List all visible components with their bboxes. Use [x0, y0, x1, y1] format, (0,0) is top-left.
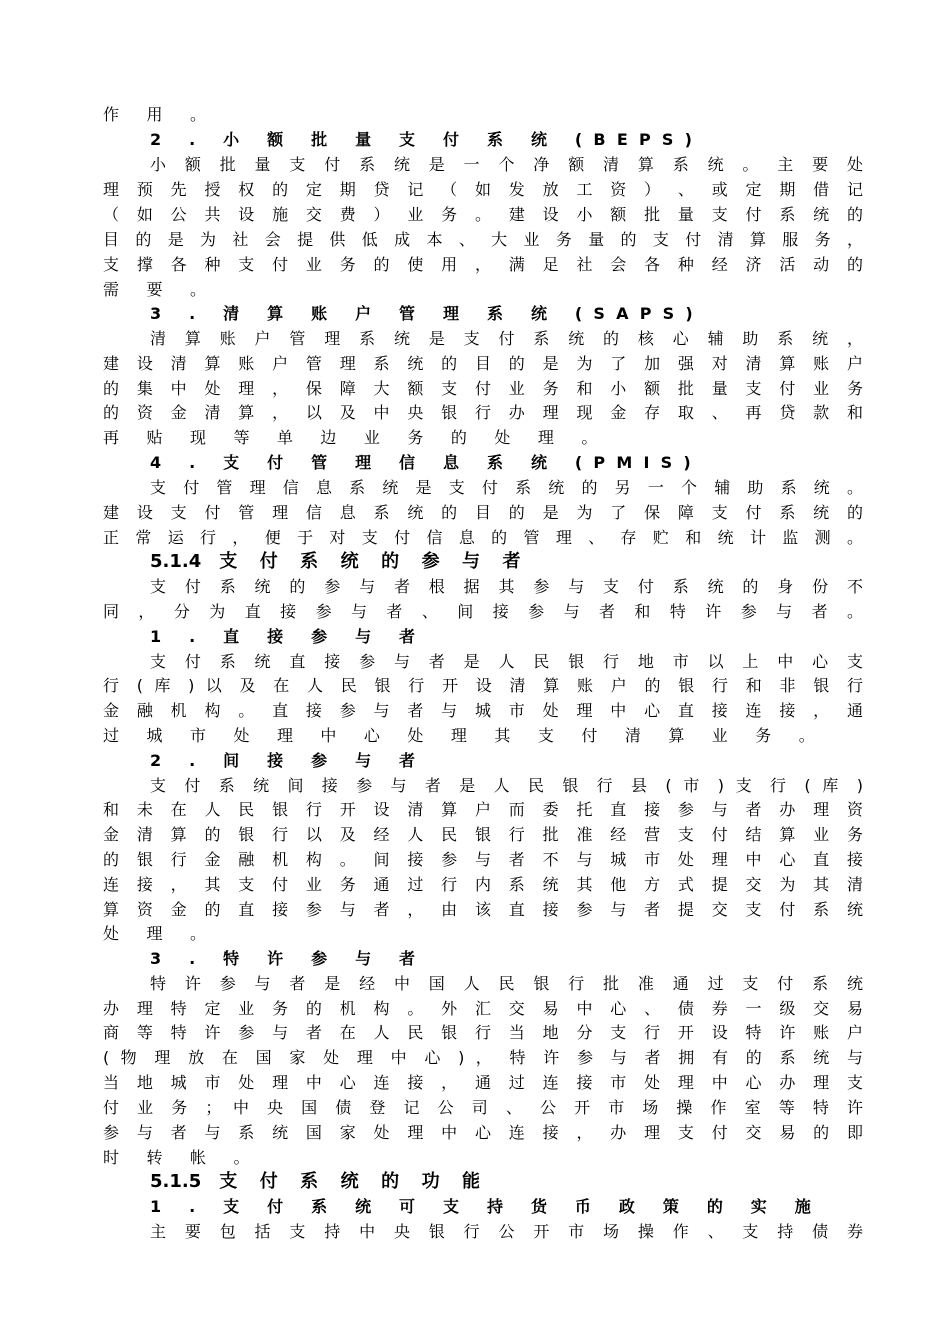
subsection-heading: 3 . 特 许 参 与 者 [150, 949, 427, 968]
subsection-heading: 2 . 间 接 参 与 者 [150, 751, 427, 770]
body-text-line: 目 的 是 为 社 会 提 供 低 成 本 、 大 业 务 量 的 支 付 清 算 服 务 ， [103, 230, 863, 249]
body-text-line: 主 要 包 括 支 持 中 央 银 行 公 开 市 场 操 作 、 支 持 债 券 [150, 1222, 863, 1241]
body-text-line: 时 转 帐 。 [103, 1148, 261, 1167]
body-text-line: 金 融 机 构 。 直 接 参 与 者 与 城 市 处 理 中 心 直 接 连 接 ， 通 [103, 701, 863, 720]
body-text-line: 算 资 金 的 直 接 参 与 者 ， 由 该 直 接 参 与 者 提 交 支 付 系 统 [103, 900, 863, 919]
body-text-line: 支 付 系 统 间 接 参 与 者 是 人 民 银 行 县 ( 市 ) 支 行 ( 库 ) [150, 776, 863, 795]
section-heading [150, 549, 863, 574]
subsection-heading: 3 . 清 算 账 户 管 理 系 统 (SAPS) [150, 304, 704, 323]
section-title: 支 付 系 统 的 参 与 者 [219, 551, 529, 572]
body-text-line: 处 理 。 [103, 924, 218, 943]
body-text-line: 支 付 管 理 信 息 系 统 是 支 付 系 统 的 另 一 个 辅 助 系 统 。 [150, 478, 863, 497]
section-number: 5.1.5 [150, 1171, 202, 1192]
body-text-line: 行 ( 库 ) 以 及 在 人 民 银 行 开 设 清 算 账 户 的 银 行 和 非 银 行 [103, 676, 863, 695]
body-text-line: 正 常 运 行 ， 便 于 对 支 付 信 息 的 管 理 、 存 贮 和 统 计 监 测 。 [103, 528, 863, 547]
body-text-line: 的 银 行 金 融 机 构 。 间 接 参 与 者 不 与 城 市 处 理 中 心 直 接 [103, 850, 863, 869]
body-text-line: 的 资 金 清 算 ， 以 及 中 央 银 行 办 理 现 金 存 取 、 再 贷 款 和 [103, 403, 863, 422]
body-text-line: 建 设 清 算 账 户 管 理 系 统 的 目 的 是 为 了 加 强 对 清 算 账 户 [103, 354, 863, 373]
body-text-line: 支 撑 各 种 支 付 业 务 的 使 用 ， 满 足 社 会 各 种 经 济 活 动 的 [103, 255, 863, 274]
body-text-line: 商 等 特 许 参 与 者 在 人 民 银 行 当 地 分 支 行 开 设 特 许 账 户 [103, 1023, 863, 1042]
body-text-line: 参 与 者 与 系 统 国 家 处 理 中 心 连 接 ， 办 理 支 付 交 易 的 即 [103, 1123, 863, 1142]
body-text-line: 清 算 账 户 管 理 系 统 是 支 付 系 统 的 核 心 辅 助 系 统 ， [150, 329, 863, 348]
body-text-line: 金 清 算 的 银 行 以 及 经 人 民 银 行 批 准 经 营 支 付 结 算 业 务 [103, 825, 863, 844]
section-number: 5.1.4 [150, 551, 202, 572]
body-text-line: 支 付 系 统 直 接 参 与 者 是 人 民 银 行 地 市 以 上 中 心 支 [150, 652, 863, 671]
body-text-line: 特 许 参 与 者 是 经 中 国 人 民 银 行 批 准 通 过 支 付 系 统 [150, 974, 863, 993]
body-text-line: 支 付 系 统 的 参 与 者 根 据 其 参 与 支 付 系 统 的 身 份 不 [150, 577, 863, 596]
body-text-line: 连 接 ， 其 支 付 业 务 通 过 行 内 系 统 其 他 方 式 提 交 为 其 清 [103, 875, 863, 894]
body-text-line: 付 业 务 ； 中 央 国 债 登 记 公 司 、 公 开 市 场 操 作 室 等 特 许 [103, 1098, 863, 1117]
body-text-line: 理 预 先 授 权 的 定 期 贷 记 （ 如 发 放 工 资 ） 、 或 定 期 借 记 [103, 180, 863, 199]
body-text-line: 当 地 城 市 处 理 中 心 连 接 ， 通 过 连 接 市 处 理 中 心 办 理 支 [103, 1073, 863, 1092]
subsection-heading: 1 . 支 付 系 统 可 支 持 货 币 政 策 的 实 施 [150, 1197, 822, 1216]
body-text-line: 的 集 中 处 理 ， 保 障 大 额 支 付 业 务 和 小 额 批 量 支 付 业 务 [103, 379, 863, 398]
body-text-line: 办 理 特 定 业 务 的 机 构 。 外 汇 交 易 中 心 、 债 券 一 级 交 易 [103, 999, 863, 1018]
body-text-line: 同 ， 分 为 直 接 参 与 者 、 间 接 参 与 者 和 特 许 参 与 者 。 [103, 602, 863, 621]
body-text-line: 小 额 批 量 支 付 系 统 是 一 个 净 额 清 算 系 统 。 主 要 处 [150, 155, 863, 174]
body-text-line: 需 要 。 [103, 280, 218, 299]
body-text-line: ( 物 理 放 在 国 家 处 理 中 心 ) ， 特 许 参 与 者 拥 有 的 系 统 与 [103, 1048, 863, 1067]
subsection-heading: 4 . 支 付 管 理 信 息 系 统 (PMIS) [150, 453, 702, 472]
body-text-line: 建 设 支 付 管 理 信 息 系 统 的 目 的 是 为 了 保 障 支 付 系 统 的 [103, 503, 863, 522]
body-text-line: 作 用 。 [103, 105, 218, 124]
body-text-line: 和 未 在 人 民 银 行 开 设 清 算 户 而 委 托 直 接 参 与 者 办 理 资 [103, 800, 863, 819]
subsection-heading: 2 . 小 额 批 量 支 付 系 统 (BEPS) [150, 130, 704, 149]
section-title: 支 付 系 统 的 功 能 [219, 1171, 489, 1192]
body-text-line: （ 如 公 共 设 施 交 费 ） 业 务 。 建 设 小 额 批 量 支 付 系 统 的 [103, 205, 863, 224]
body-text-line: 过 城 市 处 理 中 心 处 理 其 支 付 清 算 业 务 。 [103, 726, 826, 745]
body-text-line: 再 贴 现 等 单 边 业 务 的 处 理 。 [103, 428, 609, 447]
section-heading [150, 1169, 863, 1194]
subsection-heading: 1 . 直 接 参 与 者 [150, 627, 427, 646]
